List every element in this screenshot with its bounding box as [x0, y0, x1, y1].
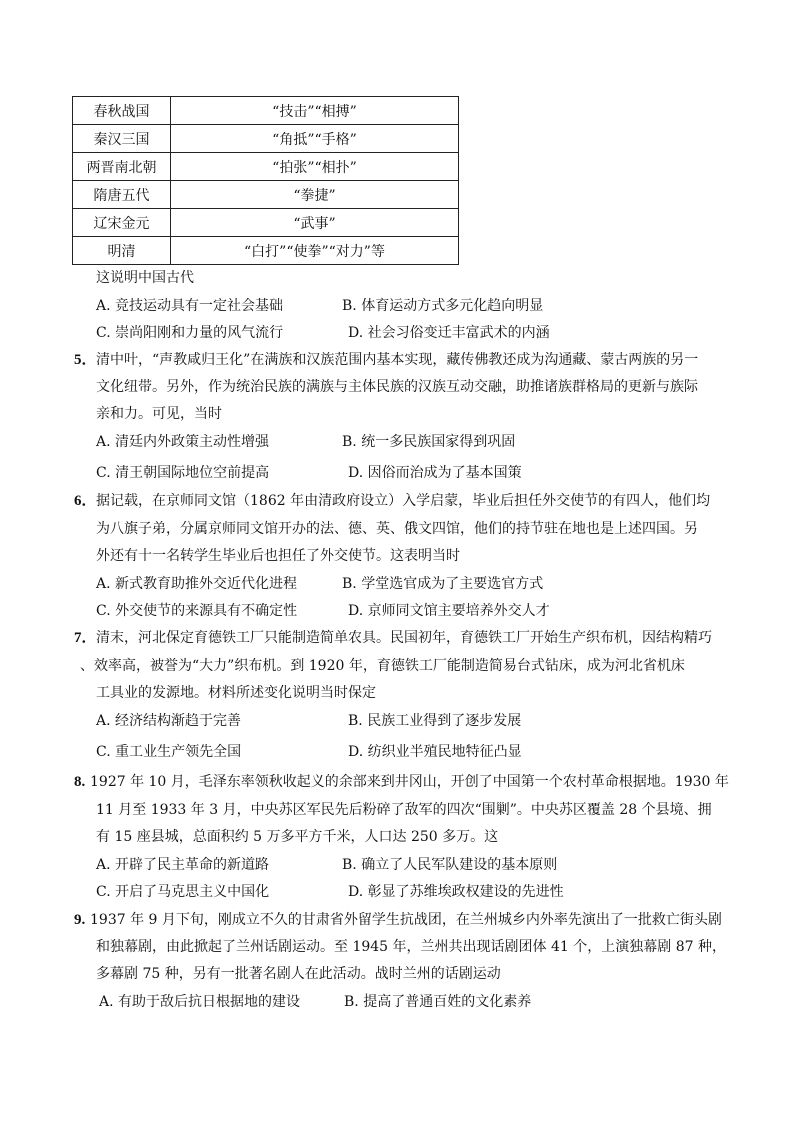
q4-option-b[interactable]: B. 体育运动方式多元化趋向明显 [342, 298, 544, 314]
q4-option-d[interactable]: D. 社会习俗变迁丰富武术的内涵 [348, 325, 550, 341]
q8-line-2: 11 月至 1933 年 3 月，中央苏区军民先后粉碎了敌军的四次“围剿”。中央苏区覆盖 28 个县境、拥 [96, 802, 712, 818]
table-row [73, 209, 459, 237]
terms-cell: “白打”“使拳”“对力”等 [171, 237, 459, 265]
q5-option-d[interactable]: D. 因俗而治成为了基本国策 [348, 465, 522, 481]
table-row [73, 181, 459, 209]
q6-line-2: 为八旗子弟，分属京师同文馆开办的法、德、英、俄文四馆，他们的持节驻在地也是上述四国。另 [96, 521, 698, 537]
period-cell: 春秋战国 [73, 97, 171, 125]
terms-cell: “角抵”“手格” [171, 125, 459, 153]
q7-option-c[interactable]: C. 重工业生产领先全国 [96, 744, 242, 760]
q5-number: 5． [74, 352, 97, 368]
q7-option-d[interactable]: D. 纺织业半殖民地特征凸显 [348, 744, 522, 760]
q7-number: 7． [74, 630, 97, 646]
table-row [73, 153, 459, 181]
q7-line-1: 清末，河北保定育德铁工厂只能制造简单农具。民国初年，育德铁工厂开始生产织布机，因结构精巧 [96, 630, 712, 646]
q8-line-3: 有 15 座县城，总面积约 5 万多平方千米，人口达 250 多万。这 [96, 829, 499, 845]
period-cell: 隋唐五代 [73, 181, 171, 209]
era-terms-table [72, 96, 459, 265]
table-row [73, 237, 459, 265]
q5-line-1: 清中叶，“声教咸归王化”在满族和汉族范围内基本实现，藏传佛教还成为沟通藏、蒙古两族的另一 [96, 352, 699, 368]
q5-line-3: 亲和力。可见，当时 [96, 406, 222, 422]
q6-line-1: 据记载，在京师同文馆（1862 年由清政府设立）入学启蒙，毕业后担任外交使节的有四人，他们均 [96, 493, 711, 509]
q5-line-2: 文化纽带。另外，作为统治民族的满族与主体民族的汉族互动交融，助推诸族群格局的更新与族际 [96, 379, 698, 395]
q7-option-a[interactable]: A. 经济结构渐趋于完善 [96, 713, 242, 729]
q8-option-a[interactable]: A. 开辟了民主革命的新道路 [96, 857, 270, 873]
q9-line-3: 多幕剧 75 种，另有一批著名剧人在此活动。战时兰州的话剧运动 [96, 966, 501, 982]
terms-cell: “拍张”“相扑” [171, 153, 459, 181]
q8-line-1: 1927 年 10 月，毛泽东率领秋收起义的余部来到井冈山，开创了中国第一个农村革命根据地。1930 年 [90, 774, 729, 790]
table-row [73, 97, 459, 125]
period-cell: 秦汉三国 [73, 125, 171, 153]
period-cell: 辽宋金元 [73, 209, 171, 237]
q9-number: 9. [74, 912, 86, 928]
q5-option-b[interactable]: B. 统一多民族国家得到巩固 [342, 434, 516, 450]
q9-line-1: 1937 年 9 月下旬，刚成立不久的甘肃省外留学生抗战团，在兰州城乡内外率先演出了一批救亡街头剧 [90, 912, 722, 928]
terms-cell: “拳捷” [171, 181, 459, 209]
q6-option-a[interactable]: A. 新式教育助推外交近代化进程 [96, 576, 298, 592]
q6-option-d[interactable]: D. 京师同文馆主要培养外交人才 [348, 603, 550, 619]
q4-stem-end: 这说明中国古代 [96, 270, 194, 286]
terms-cell: “武事” [171, 209, 459, 237]
q9-option-a[interactable]: A. 有助于敌后抗日根据地的建设 [99, 994, 301, 1010]
q8-option-b[interactable]: B. 确立了人民军队建设的基本原则 [342, 857, 558, 873]
q5-option-a[interactable]: A. 清廷内外政策主动性增强 [96, 434, 270, 450]
table-row [73, 125, 459, 153]
q7-option-b[interactable]: B. 民族工业得到了逐步发展 [348, 713, 522, 729]
q5-option-c[interactable]: C. 清王朝国际地位空前提高 [96, 465, 270, 481]
q9-option-b[interactable]: B. 提高了普通百姓的文化素养 [344, 994, 532, 1010]
q4-option-a[interactable]: A. 竞技运动具有一定社会基础 [96, 298, 284, 314]
q6-number: 6． [74, 493, 97, 509]
q6-option-b[interactable]: B. 学堂选官成为了主要选官方式 [342, 576, 544, 592]
period-cell: 明清 [73, 237, 171, 265]
q6-line-3: 外还有十一名转学生毕业后也担任了外交使节。这表明当时 [96, 548, 460, 564]
q4-option-c[interactable]: C. 崇尚阳刚和力量的风气流行 [96, 325, 284, 341]
terms-cell: “技击”“相搏” [171, 97, 459, 125]
period-cell: 两晋南北朝 [73, 153, 171, 181]
q8-option-c[interactable]: C. 开启了马克思主义中国化 [96, 884, 270, 900]
q8-option-d[interactable]: D. 彰显了苏维埃政权建设的先进性 [348, 884, 564, 900]
q6-option-c[interactable]: C. 外交使节的来源具有不确定性 [96, 603, 298, 619]
q9-line-2: 和独幕剧，由此掀起了兰州话剧运动。至 1945 年，兰州共出现话剧团体 41 个，上演独幕剧 87 种， [96, 939, 726, 955]
q7-line-3: 工具业的发源地。材料所述变化说明当时保定 [96, 685, 376, 701]
q7-line-2: 、效率高，被誉为“大力”织布机。到 1920 年，育德铁工厂能制造简易台式钻床，成为河北省机床 [80, 658, 685, 674]
q8-number: 8. [74, 774, 86, 790]
